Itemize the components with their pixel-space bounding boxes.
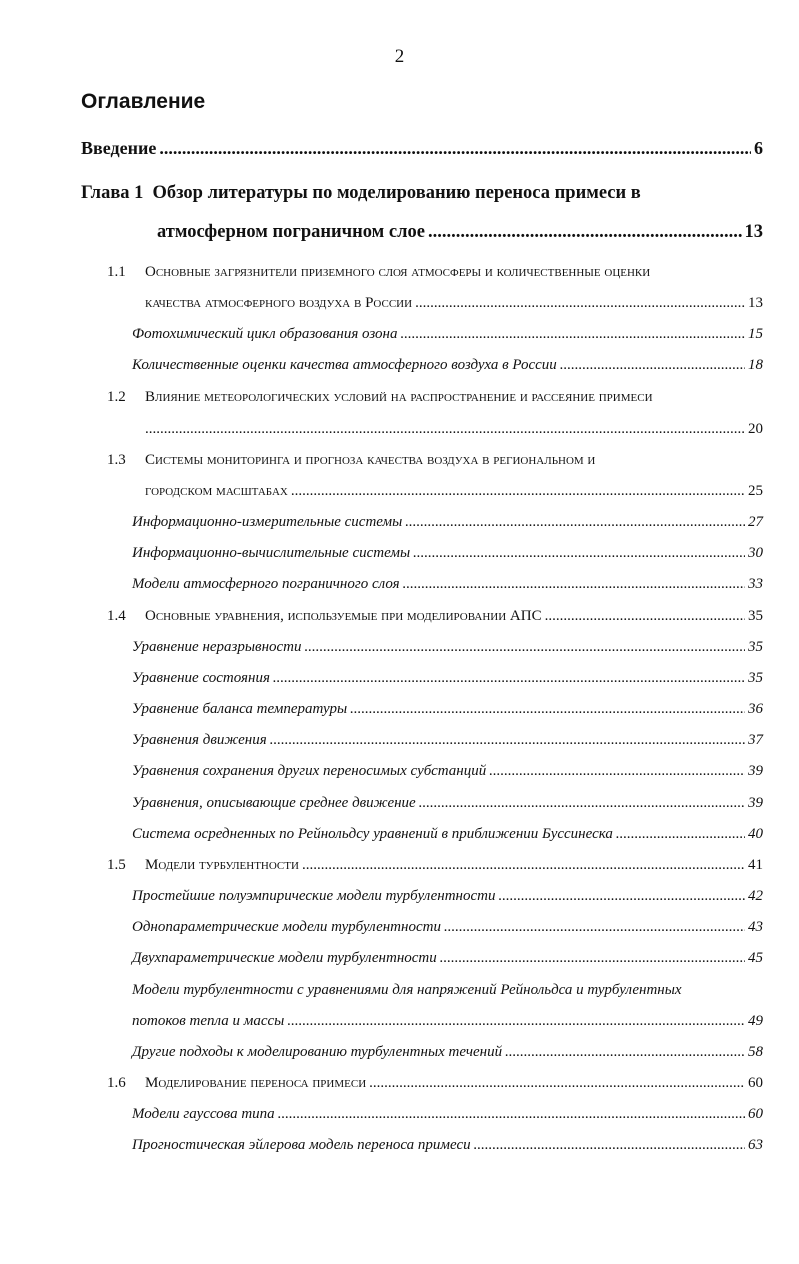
chapter-title-line1[interactable] [81,183,641,204]
subsection-label: Информационно-вычислительные системы [132,545,411,561]
chapter-page: 13 [744,222,763,242]
section-number: 1.2 [107,389,126,405]
subsection-page: 49 [748,1013,763,1029]
section-title-line1[interactable] [145,452,595,469]
leader-dots [405,514,745,531]
leader-dots [560,357,745,374]
subsection-page: 40 [748,826,763,842]
subsection-page: 37 [748,732,763,748]
leader-dots [419,795,745,812]
leader-dots [291,483,745,500]
section-title-line2[interactable] [145,421,763,438]
subsection-entry[interactable] [132,950,763,967]
subsection-entry[interactable] [132,1044,763,1061]
section-page: 60 [748,1075,763,1091]
section-title-text: Основные загрязнители приземного слоя атмосферы и количественные оценки [145,264,651,280]
subsection-entry[interactable] [132,795,763,812]
subsection-label: Однопараметрические модели турбулентности [132,919,441,935]
subsection-label: Уравнения сохранения других переносимых субстанций [132,763,487,779]
section-title-text: качества атмосферного воздуха в России [145,295,413,311]
subsection-label: Уравнение баланса температуры [132,701,348,717]
leader-dots [428,222,742,243]
subsection-label: Двухпараметрические модели турбулентности [132,950,437,966]
subsection-label: Прогностическая эйлерова модель переноса примеси [132,1137,471,1153]
subsection-entry[interactable] [132,326,763,343]
subsection-label: Модели атмосферного пограничного слоя [132,576,400,592]
leader-dots [489,763,745,780]
subsection-entry[interactable] [132,639,763,656]
subsection-title-line2[interactable] [132,1013,763,1030]
section-page: 41 [748,857,763,873]
subsection-label: Простейшие полуэмпирические модели турбулентности [132,888,496,904]
leader-dots [369,1075,745,1092]
leader-dots [273,670,745,687]
subsection-label: потоков тепла и массы [132,1013,285,1029]
subsection-label: Информационно-измерительные системы [132,514,403,530]
section-entry[interactable] [145,608,763,625]
section-number: 1.3 [107,452,126,468]
section-title-text: Системы мониторинга и прогноза качества воздуха в региональном и [145,452,596,468]
subsection-page: 36 [748,701,763,717]
leader-dots [400,326,745,343]
section-title-text: городском масштабах [145,483,288,499]
section-entry[interactable] [145,857,763,874]
leader-dots [159,138,751,159]
toc-entry-page: 6 [754,138,763,158]
leader-dots [302,857,745,874]
section-number: 1.6 [107,1075,126,1091]
section-number: 1.5 [107,857,126,873]
section-title-line1[interactable] [145,264,650,281]
subsection-label: Уравнения, описывающие среднее движение [132,795,416,811]
leader-dots [145,421,745,438]
subsection-page: 39 [748,763,763,779]
subsection-page: 63 [748,1137,763,1153]
leader-dots [287,1013,745,1030]
subsection-page: 35 [748,639,763,655]
subsection-page: 30 [748,545,763,561]
subsection-page: 39 [748,795,763,811]
leader-dots [505,1044,745,1061]
section-page: 25 [748,483,763,499]
leader-dots [278,1106,745,1123]
chapter-title-text: Обзор литературы по моделированию переноса примеси в [152,183,641,203]
subsection-page: 15 [748,326,763,342]
subsection-page: 27 [748,514,763,530]
subsection-page: 42 [748,888,763,904]
section-title-text: Влияние метеорологических условий на распространение и рассеяние примеси [145,389,653,405]
section-entry[interactable] [145,1075,763,1092]
subsection-entry[interactable] [132,826,763,843]
page-number: 2 [394,46,405,67]
subsection-entry[interactable] [132,701,763,718]
section-title-text: Основные уравнения, используемые при моделировании АПС [145,608,542,624]
leader-dots [413,545,745,562]
subsection-entry[interactable] [132,732,763,749]
subsection-entry[interactable] [132,357,763,374]
chapter-number: Глава 1 [81,183,144,203]
subsection-label: Уравнения движения [132,732,267,748]
leader-dots [403,576,745,593]
subsection-label: Уравнение неразрывности [132,639,302,655]
leader-dots [498,888,745,905]
toc-entry-label: Введение [81,138,157,158]
subsection-label: Система осредненных по Рейнольдсу уравнений в приближении Буссинеска [132,826,613,842]
subsection-entry[interactable] [132,514,763,531]
subsection-label: Модели гауссова типа [132,1106,275,1122]
subsection-page: 58 [748,1044,763,1060]
leader-dots [474,1137,745,1154]
section-title-line2[interactable] [145,295,763,312]
subsection-entry[interactable] [132,919,763,936]
subsection-page: 45 [748,950,763,966]
subsection-entry[interactable] [132,670,763,687]
toc-heading: Оглавление [81,90,206,113]
subsection-page: 60 [748,1106,763,1122]
subsection-entry[interactable] [132,576,763,593]
chapter-title-text: атмосферном пограничном слое [157,222,425,242]
subsection-entry[interactable] [132,1106,763,1123]
section-number: 1.1 [107,264,126,280]
section-page: 35 [748,608,763,624]
subsection-label: Модели турбулентности с уравнениями для напряжений Рейнольдса и турбулентных [132,982,682,998]
section-title-text: Моделирование переноса примеси [145,1075,367,1091]
section-page: 13 [748,295,763,311]
leader-dots [305,639,745,656]
subsection-entry[interactable] [132,545,763,562]
leader-dots [270,732,745,749]
subsection-page: 33 [748,576,763,592]
subsection-page: 43 [748,919,763,935]
chapter-title-line2[interactable] [157,222,763,243]
toc-entry-intro[interactable] [81,138,763,159]
leader-dots [616,826,745,843]
leader-dots [545,608,745,625]
leader-dots [444,919,745,936]
leader-dots [440,950,745,967]
section-page: 20 [748,421,763,437]
subsection-entry[interactable] [132,763,763,780]
leader-dots [415,295,745,312]
subsection-label: Фотохимический цикл образования озона [132,326,398,342]
section-title-text: Модели турбулентности [145,857,299,873]
section-title-line2[interactable] [145,483,763,500]
subsection-entry[interactable] [132,888,763,905]
leader-dots [350,701,745,718]
section-number: 1.4 [107,608,126,624]
subsection-title-line1[interactable] [132,982,682,999]
section-title-line1[interactable] [145,389,653,406]
subsection-label: Количественные оценки качества атмосферного воздуха в России [132,357,557,373]
subsection-label: Уравнение состояния [132,670,270,686]
subsection-label: Другие подходы к моделированию турбулентных течений [132,1044,503,1060]
subsection-entry[interactable] [132,1137,763,1154]
subsection-page: 18 [748,357,763,373]
subsection-page: 35 [748,670,763,686]
